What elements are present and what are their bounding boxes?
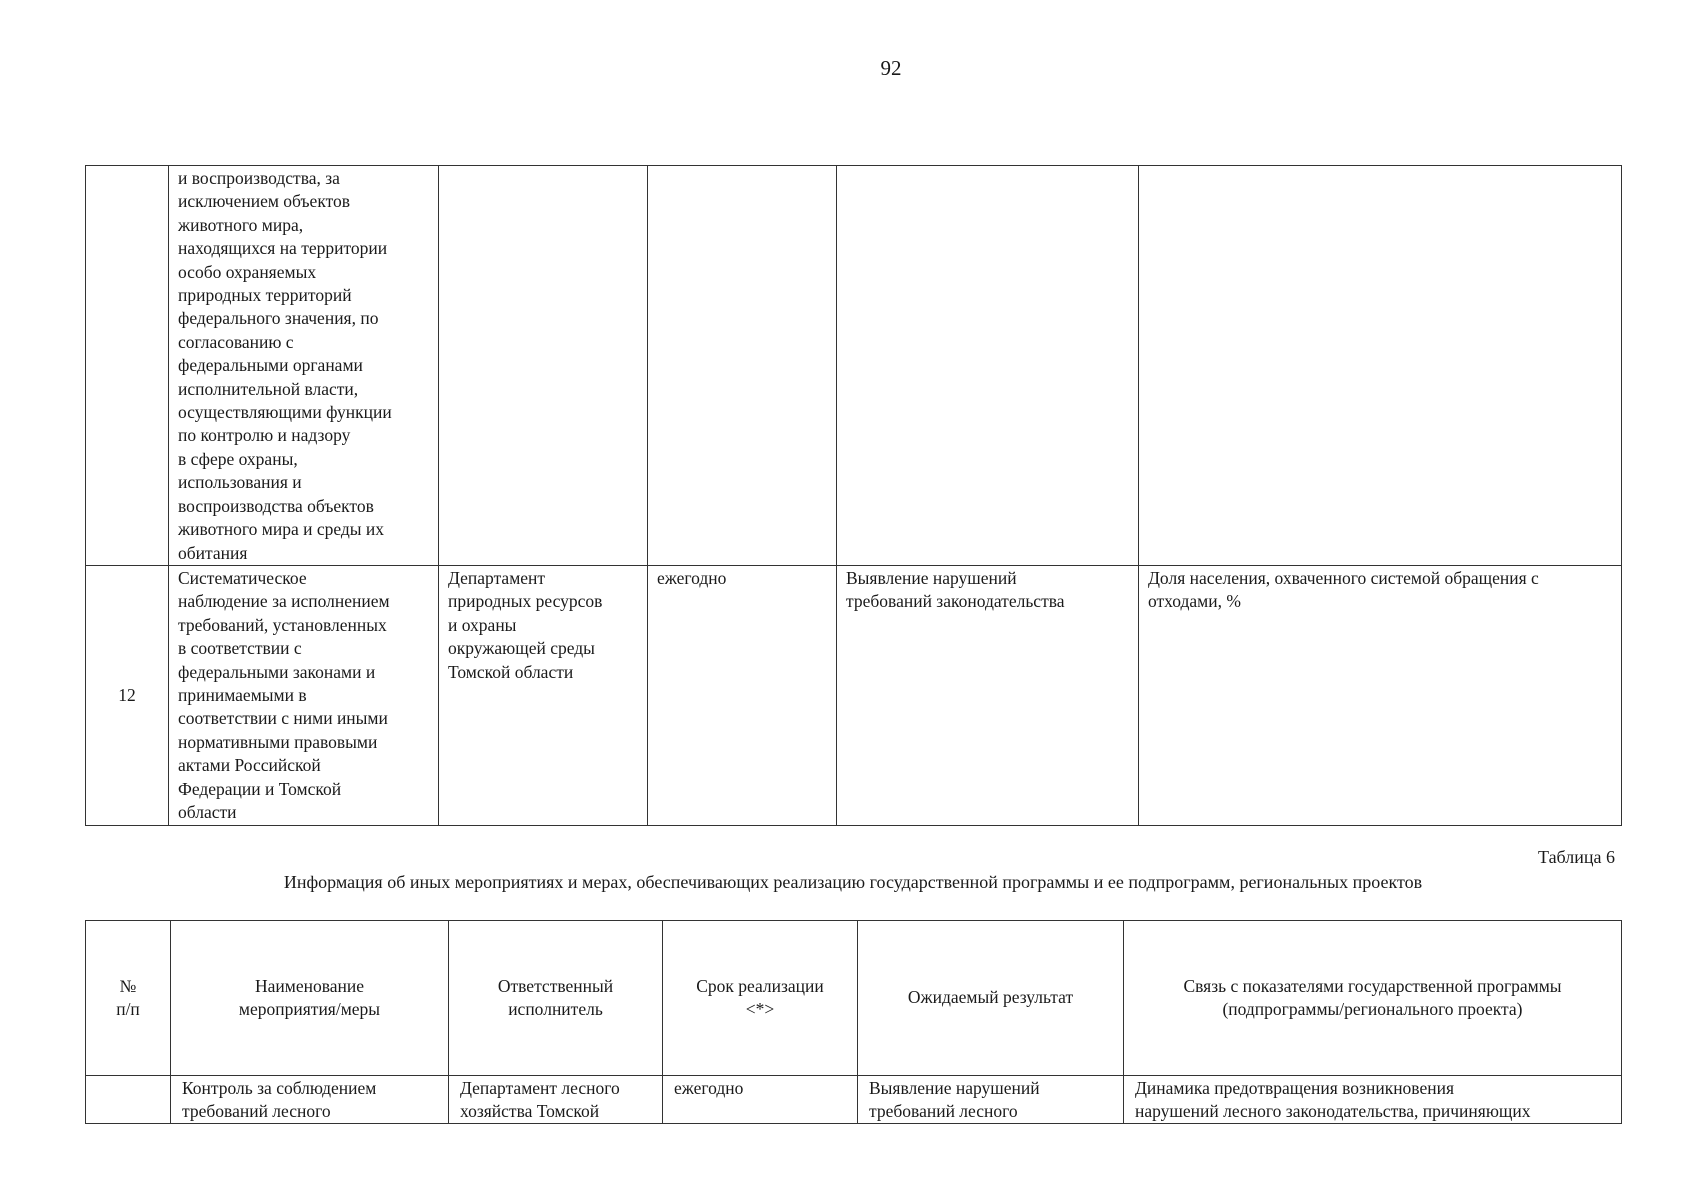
result-cell [858, 1076, 1124, 1124]
page-number: 92 [880, 56, 902, 80]
executor-cell [449, 1076, 663, 1124]
result-cell: Выявление нарушений требований законодательства [837, 566, 1139, 826]
table-title: Информация об иных мероприятиях и мерах, обеспечивающих реализацию государственной программы и ее подпрограмм, региональных проектов [283, 872, 1423, 892]
term-text: ежегодно [674, 1078, 744, 1098]
table-row [86, 1076, 1622, 1124]
row-number: 12 [86, 566, 169, 826]
table-row [86, 566, 1622, 826]
header-result: Ожидаемый результат [858, 921, 1124, 1076]
result-text: Выявление нарушений требований лесного [869, 1078, 1040, 1122]
table-row [86, 166, 1622, 566]
other-measures-table [85, 920, 1622, 1124]
row-number [86, 1076, 171, 1124]
executor-cell: Департамент природных ресурсов и охраны окружающей среды Томской области [439, 566, 648, 826]
row-number-text [97, 1077, 162, 1123]
term-cell [663, 1076, 858, 1124]
indicator-cell [1124, 1076, 1622, 1124]
term-cell [648, 166, 837, 566]
header-term: Срок реализации <*> [663, 921, 858, 1076]
table-label: Таблица 6 [1538, 847, 1615, 867]
header-executor: Ответственный исполнитель [449, 921, 663, 1076]
measure-cell: и воспроизводства, за исключением объектов животного мира, находящихся на территории особо охраняемых природных территорий федерального значения, по согласованию с федеральными органами исполнительной власти, осуществляющими функции по контролю и надзору в сфере охраны, использования и воспроизводства объектов животного мира и среды их обитания [169, 166, 439, 566]
indicator-cell [1139, 166, 1622, 566]
indicator-text: Динамика предотвращения возникновения нарушений лесного законодательства, причиняющих [1135, 1078, 1531, 1122]
executor-cell [439, 166, 648, 566]
header-measure: Наименование мероприятия/меры [171, 921, 449, 1076]
table-header-row [86, 921, 1622, 1076]
measure-cell: Систематическое наблюдение за исполнением требований, установленных в соответствии с федеральными законами и принимаемыми в соответствии с ними иными нормативными правовыми актами Российской Федерации и Томской области [169, 566, 439, 826]
indicator-cell: Доля населения, охваченного системой обращения с отходами, % [1139, 566, 1622, 826]
header-indicator: Связь с показателями государственной программы (подпрограммы/регионального проекта) [1124, 921, 1622, 1076]
measure-text: Контроль за соблюдением требований лесного [182, 1078, 377, 1122]
measures-table-continued [85, 165, 1622, 826]
executor-text: Департамент лесного хозяйства Томской [460, 1078, 620, 1122]
term-cell: ежегодно [648, 566, 837, 826]
measure-cell [171, 1076, 449, 1124]
result-cell [837, 166, 1139, 566]
row-number [86, 166, 169, 566]
header-num: № п/п [86, 921, 171, 1076]
